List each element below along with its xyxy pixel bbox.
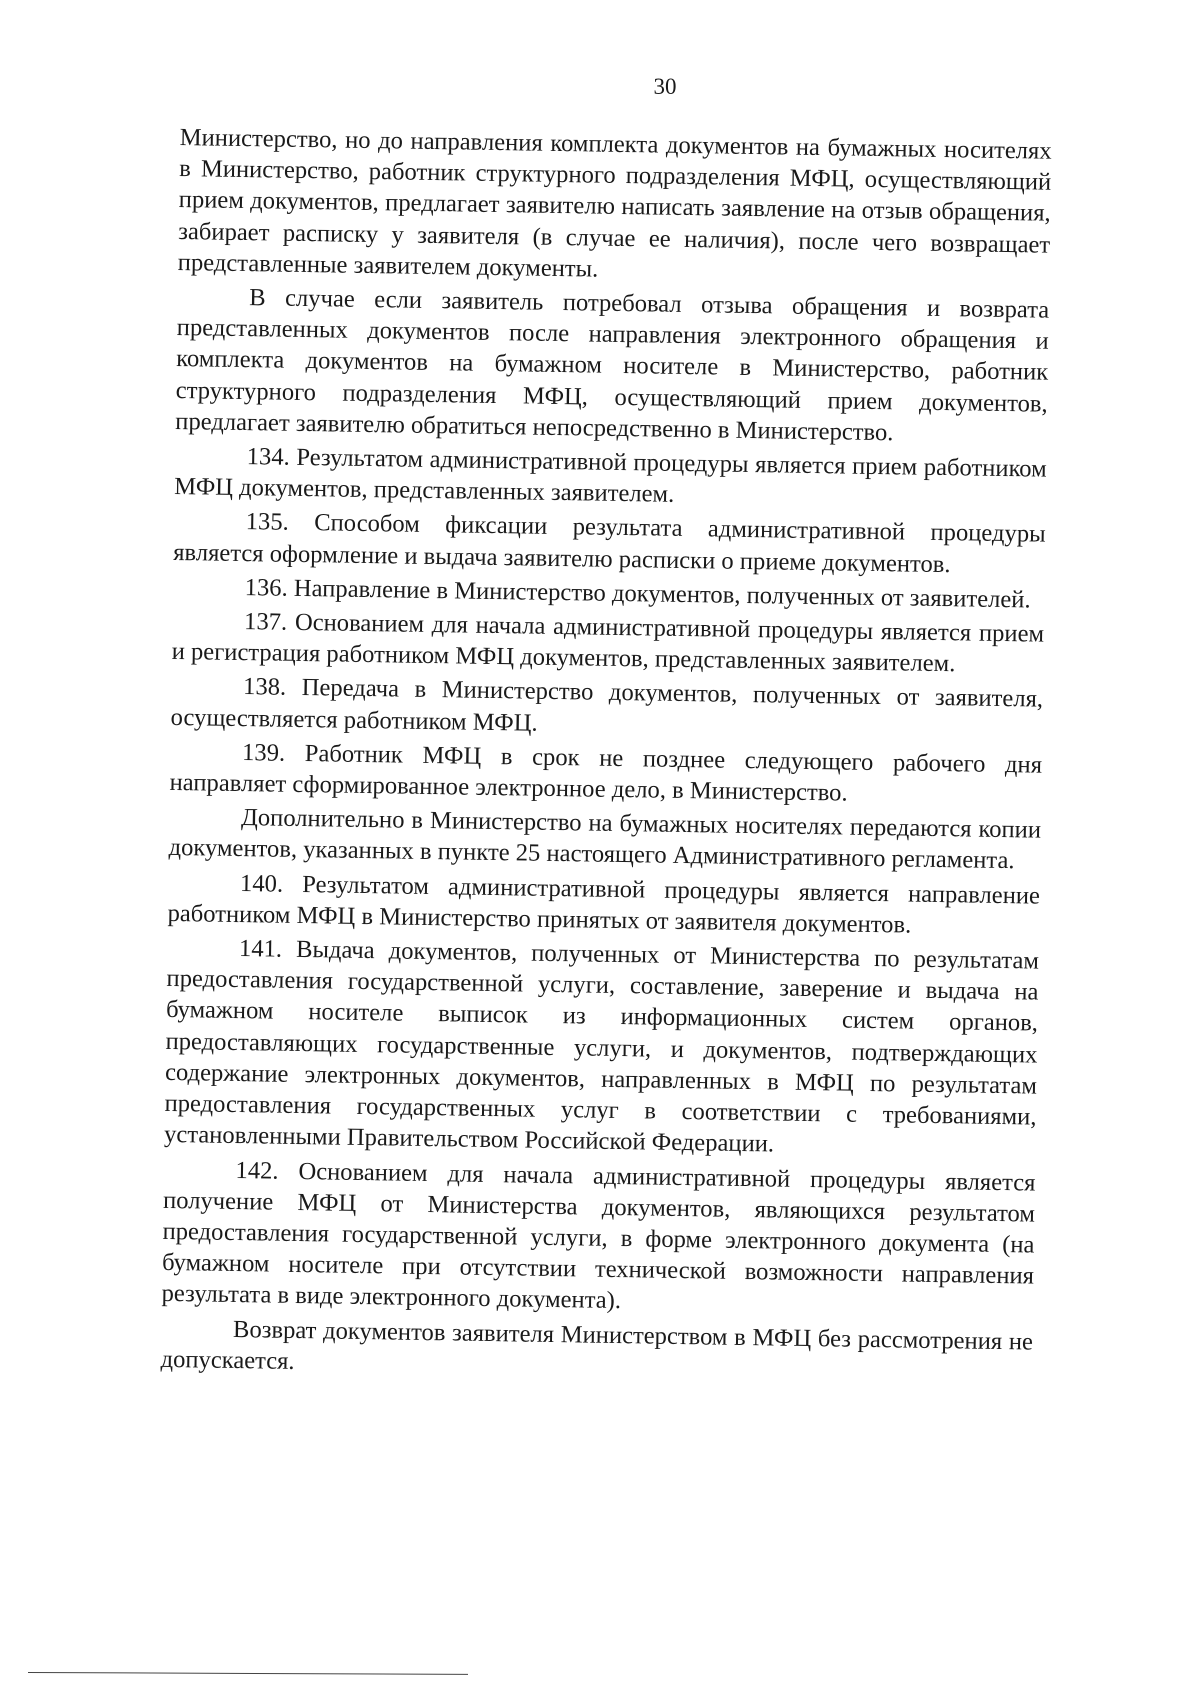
paragraph: Возврат документов заявителя Министерством в МФЦ без рассмотрения не допускается. — [160, 1315, 1034, 1375]
paragraph-137: 137. Основанием для начала административной процедуры является прием и регистрация работником МФЦ документов, представленных заявителем. — [171, 608, 1045, 678]
scan-edge-line — [28, 1672, 468, 1675]
paragraph-continuation: Министерство, но до направления комплекта документов на бумажных носителях в Министерство, работник структурного подразделения МФЦ, осуществляющий прием документов, предлагает заявителю написать заявление на отзыв обращения, забирает расписку у заявителя (в случае ее наличия), после чего возвращает представленные заявителем документы. — [177, 123, 1052, 283]
paragraph-141: 141. Выдача документов, полученных от Министерства по результатам предоставления государственной услуги, составление, заверение и выдача на бумажном носителе выписок из информационных систем органов, предоставляющих государственные услуги, и документов, подтверждающих содержание электронных документов, направленных в МФЦ по результатам предоставления государственных услуг в соответствии с требованиями, установленными Правительством Российской Федерации. — [163, 935, 1040, 1158]
paragraph-136: 136. Направление в Министерство документов, полученных от заявителей. — [244, 573, 1031, 614]
document-body — [160, 122, 1052, 1391]
paragraph-139: 139. Работник МФЦ в срок не позднее следующего рабочего дня направляет сформированное электронное дело, в Министерство. — [169, 738, 1043, 807]
paragraph-140: 140. Результатом административной процедуры является направление работником МФЦ в Министерство принятых от заявителя документов. — [167, 869, 1041, 939]
paragraph: В случае если заявитель потребовал отзыва обращения и возврата представленных документов после направления электронного обращения и комплекта документов на бумажном носителе в Министерство, работник структурного подразделения МФЦ, осуществляющий прием документов, предлагает заявителю обратиться непосредственно в Министерство. — [175, 284, 1050, 447]
paragraph-138: 138. Передача в Министерство документов, полученных от заявителя, осуществляется работником МФЦ. — [170, 673, 1044, 737]
paragraph-142: 142. Основанием для начала административной процедуры является получение МФЦ от Министерства документов, являющихся результатом предоставления государственной услуги, в форме электронного документа (на бумажном носителе при отсутствии технической возможности направления результата в виде электронного документа). — [161, 1156, 1036, 1315]
paragraph-134: 134. Результатом административной процедуры является прием работником МФЦ документов, представленных заявителем. — [174, 443, 1047, 509]
paragraph-135: 135. Способом фиксации результата административной процедуры является оформление и выдача заявителю расписки о приеме документов. — [173, 508, 1046, 578]
page-number: 30 — [653, 74, 677, 99]
paragraph: Дополнительно в Министерство на бумажных носителях передаются копии документов, указанных в пункте 25 настоящего Административного регламента. — [168, 804, 1042, 875]
